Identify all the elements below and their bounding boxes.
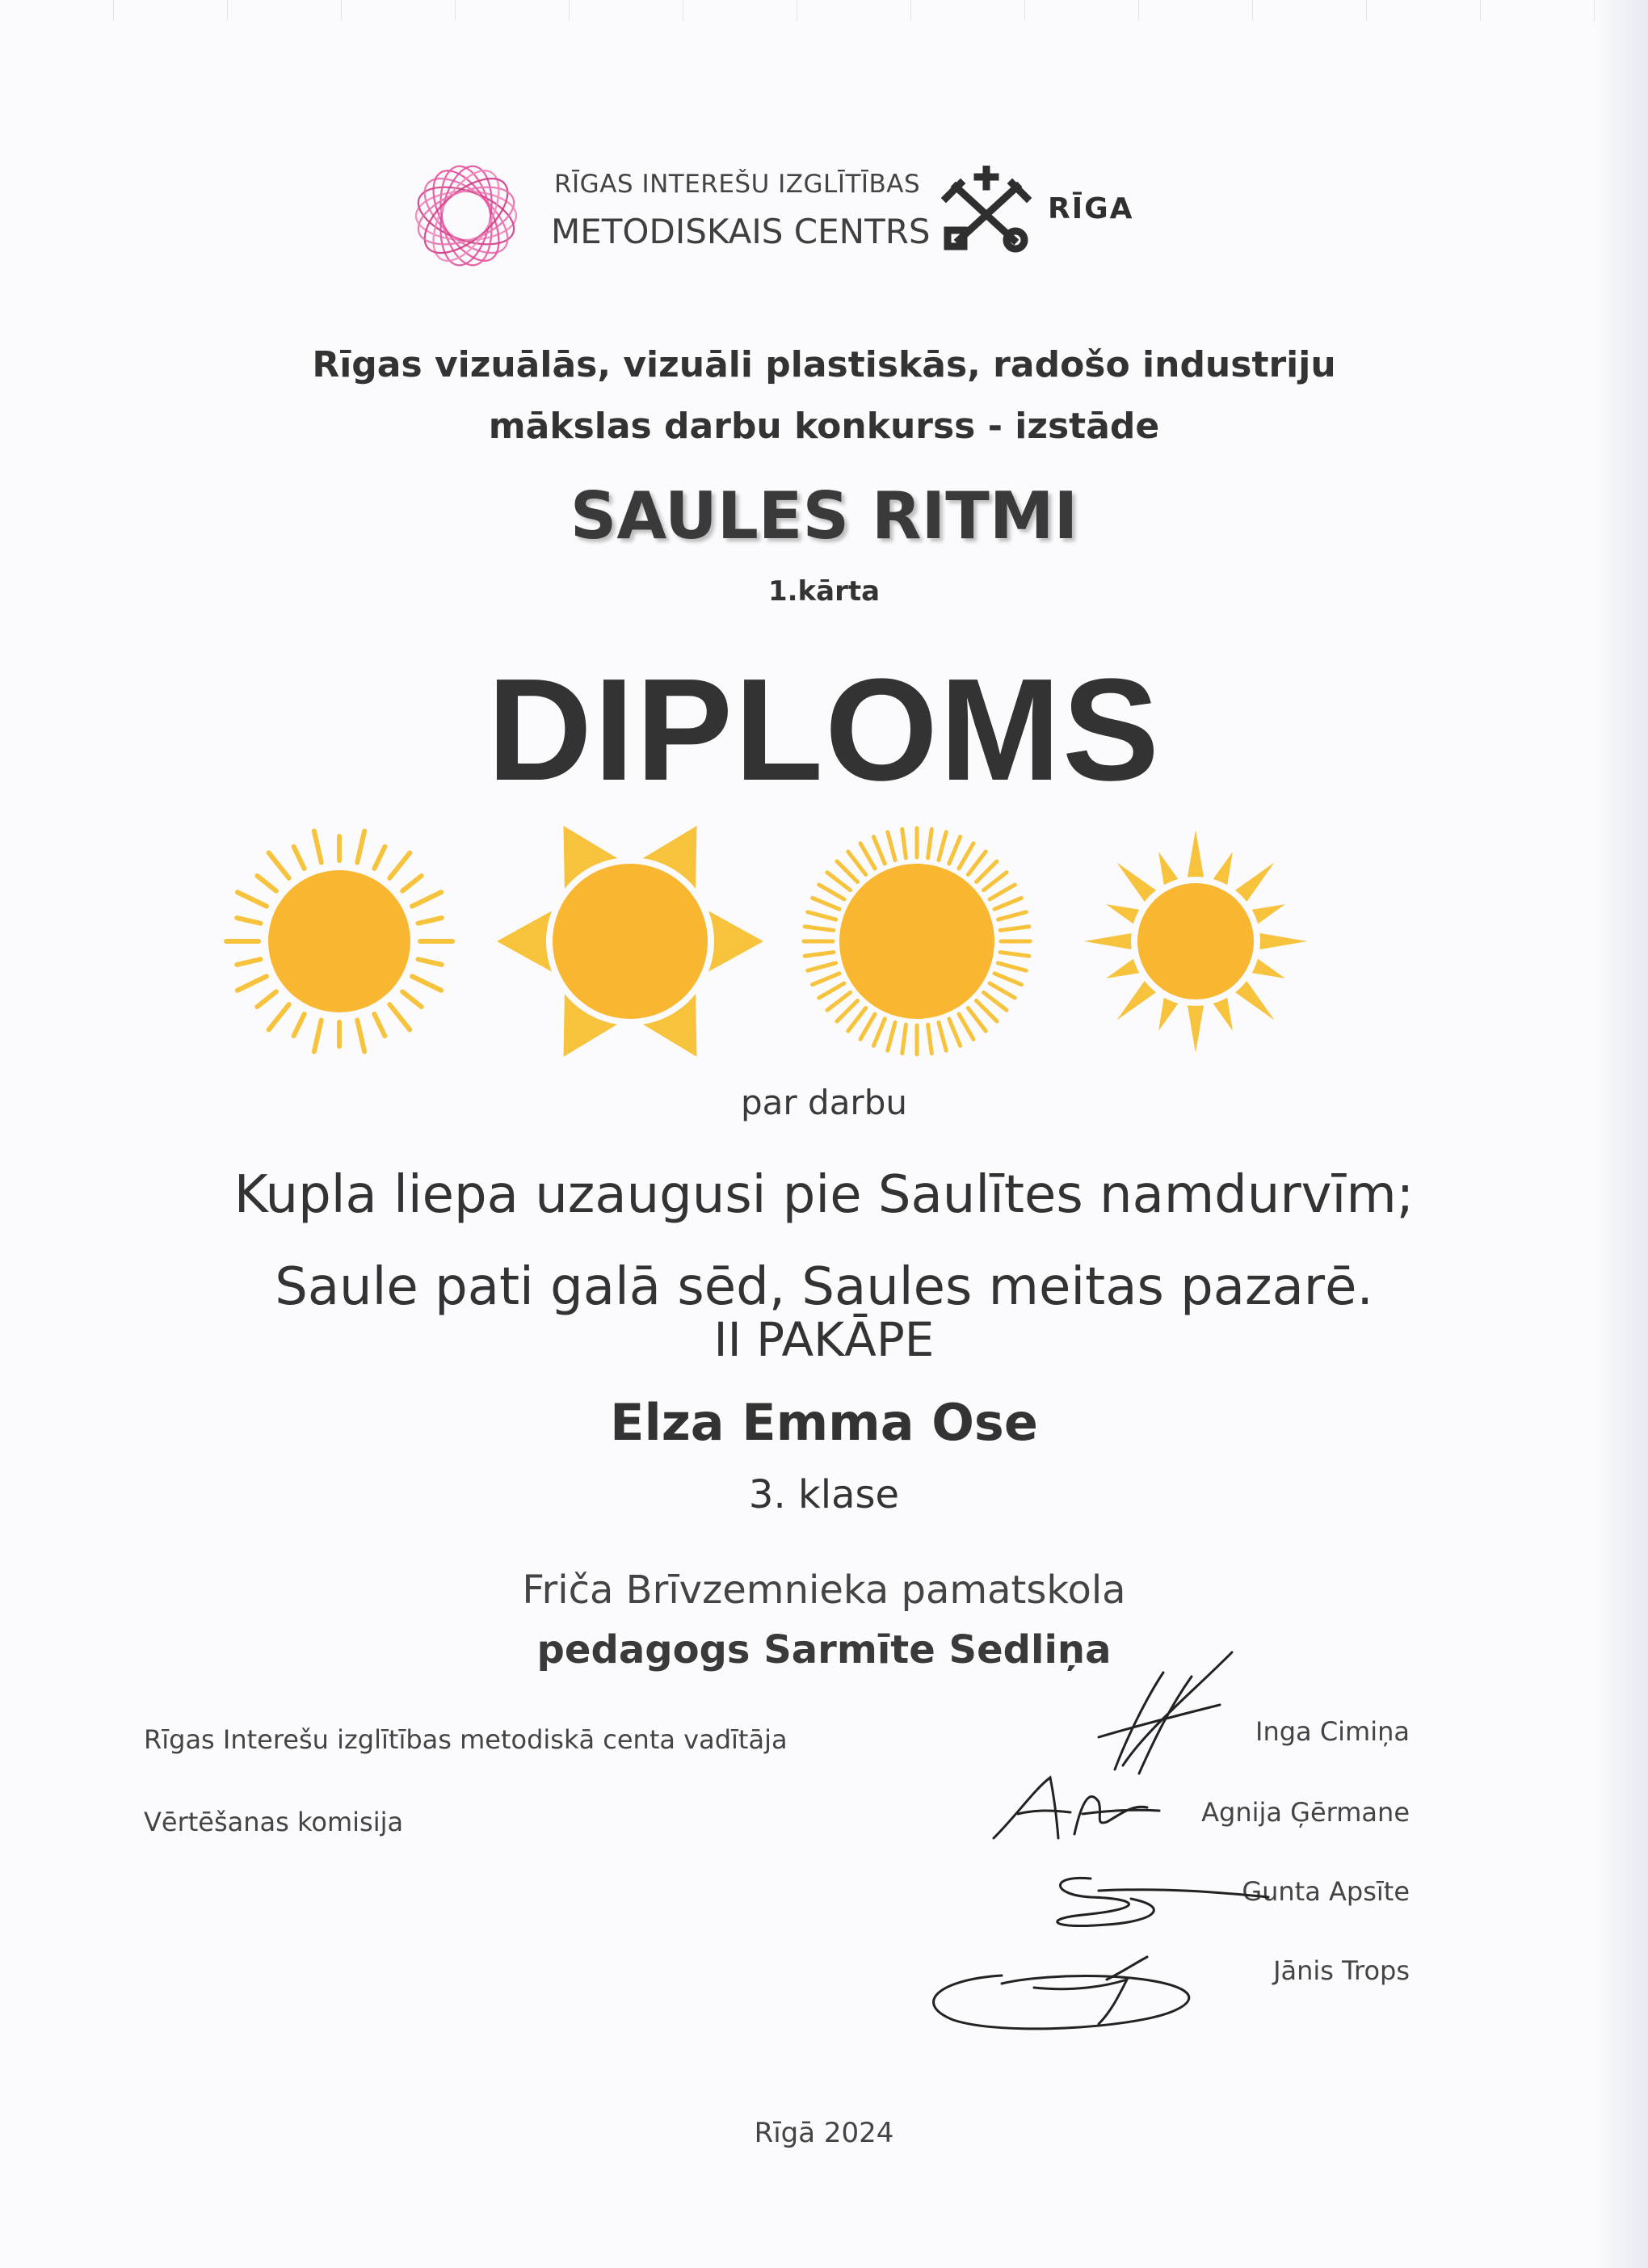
signatory-name: Jānis Trops: [1273, 1955, 1410, 1986]
place-date: Rīgā 2024: [754, 2117, 894, 2149]
artwork-title: [0, 1149, 1648, 1333]
riga-keys-crest-icon: [941, 166, 1032, 256]
director-label: Rīgas Interešu izglītības metodiskā centa vadītāja: [144, 1724, 788, 1755]
org-name-line2: METODISKAIS CENTRS: [551, 212, 931, 251]
artwork-title-line2: Saule pati galā sēd, Saules meitas pazarē.: [275, 1257, 1373, 1317]
sun-icon: [497, 826, 763, 1057]
riga-logo-text: RĪGA: [1048, 192, 1134, 225]
event-subtitle: [0, 335, 1648, 457]
student-name: Elza Emma Ose: [610, 1393, 1038, 1452]
event-subtitle-line1: Rīgas vizuālās, vizuāli plastiskās, radošo industriju: [312, 344, 1336, 385]
diploma-heading: DIPLOMS: [486, 649, 1162, 811]
org-name-line1: RĪGAS INTEREŠU IZGLĪTĪBAS: [554, 170, 921, 199]
signatory-name: Inga Cimiņa: [1255, 1716, 1410, 1747]
school-name: Friča Brīvzemnieka pamatskola: [522, 1567, 1126, 1613]
sun-icon: [226, 831, 452, 1052]
event-title: SAULES RITMI: [570, 478, 1078, 553]
rimc-spiral-logo-icon: [406, 155, 527, 276]
signature-4: [905, 1947, 1228, 2036]
committee-label: Vērtēšanas komisija: [144, 1807, 404, 1837]
sun-icon: [1084, 830, 1307, 1053]
teacher-name: pedagogs Sarmīte Sedliņa: [536, 1627, 1112, 1673]
event-round: 1.kārta: [767, 575, 881, 608]
signature-2: [986, 1765, 1171, 1854]
sun-icon: [804, 828, 1030, 1054]
award-intro: par darbu: [741, 1083, 907, 1122]
suns-row: [0, 816, 1648, 1067]
signatory-name: Agnija Ģērmane: [1201, 1797, 1410, 1828]
award-degree: II PAKĀPE: [713, 1312, 935, 1367]
artwork-title-line1: Kupla liepa uzaugusi pie Saulītes namdurvīm;: [233, 1165, 1415, 1225]
signatory-name: Gunta Apsīte: [1242, 1876, 1410, 1907]
scan-artifact: [0, 0, 1648, 21]
student-grade: 3. klase: [748, 1472, 900, 1517]
signature-3: [1034, 1858, 1276, 1931]
event-subtitle-line2: mākslas darbu konkurss - izstāde: [488, 406, 1160, 447]
